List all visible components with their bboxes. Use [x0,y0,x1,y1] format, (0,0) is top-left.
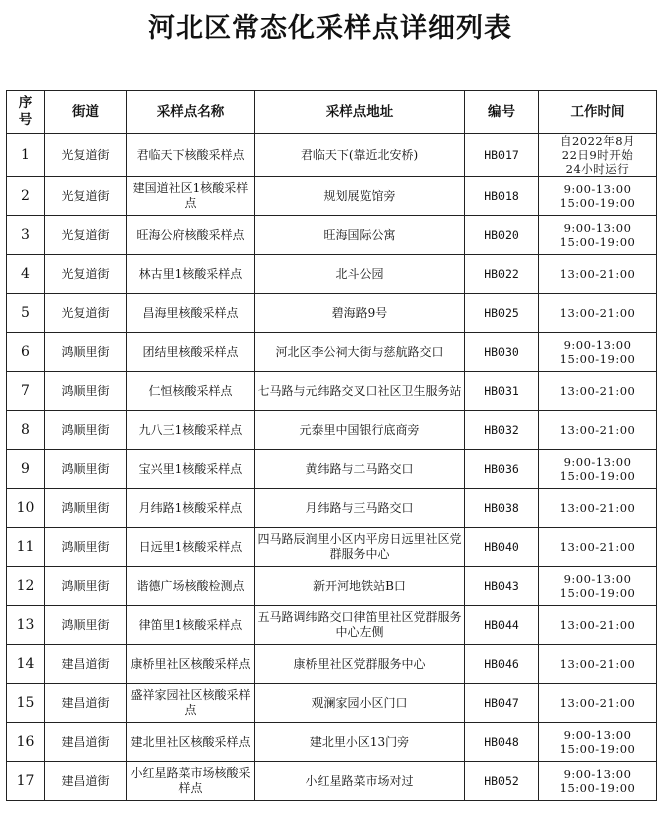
header-hours: 工作时间 [539,91,657,134]
table-row [7,411,657,450]
hours-line: 13:00-21:00 [559,501,636,515]
cell-hours [539,333,657,372]
cell-address: 旺海国际公寓 [255,216,465,255]
cell-hours [539,450,657,489]
table-row [7,450,657,489]
page-title: 河北区常态化采样点详细列表 [148,13,512,44]
cell-code: HB048 [465,723,539,762]
cell-code: HB017 [465,134,539,177]
cell-no: 4 [7,255,45,294]
cell-hours [539,606,657,645]
cell-address: 北斗公园 [255,255,465,294]
cell-address: 月纬路与三马路交口 [255,489,465,528]
hours-line: 13:00-21:00 [559,423,636,437]
cell-street: 鸿顺里街 [45,450,127,489]
cell-hours [539,762,657,801]
table-row [7,684,657,723]
cell-code: HB031 [465,372,539,411]
cell-site-name: 旺海公府核酸采样点 [127,216,255,255]
cell-no: 17 [7,762,45,801]
cell-code: HB043 [465,567,539,606]
cell-street: 光复道街 [45,134,127,177]
hours-line: 13:00-21:00 [559,696,636,710]
hours-line: 15:00-19:00 [559,469,636,483]
cell-site-name: 盛祥家园社区核酸采样点 [127,684,255,723]
cell-no: 5 [7,294,45,333]
table-row [7,372,657,411]
table-row [7,645,657,684]
cell-hours [539,489,657,528]
cell-hours [539,294,657,333]
table-header-row [7,91,657,134]
table-body [7,134,657,801]
cell-site-name: 宝兴里1核酸采样点 [127,450,255,489]
cell-no: 3 [7,216,45,255]
cell-code: HB046 [465,645,539,684]
cell-street: 光复道街 [45,177,127,216]
table-row [7,489,657,528]
cell-address: 河北区李公祠大街与慈航路交口 [255,333,465,372]
header-street: 街道 [45,91,127,134]
hours-line: 9:00-13:00 [563,728,632,742]
header-code: 编号 [465,91,539,134]
cell-hours [539,134,657,177]
cell-code: HB018 [465,177,539,216]
hours-line: 9:00-13:00 [563,221,632,235]
hours-line: 22日9时开始 [561,148,634,162]
cell-street: 鸿顺里街 [45,567,127,606]
hours-line: 13:00-21:00 [559,267,636,281]
hours-line: 15:00-19:00 [559,781,636,795]
cell-hours [539,372,657,411]
cell-no: 15 [7,684,45,723]
header-address: 采样点地址 [255,91,465,134]
hours-line: 13:00-21:00 [559,384,636,398]
table-row [7,255,657,294]
hours-line: 15:00-19:00 [559,196,636,210]
cell-hours [539,255,657,294]
cell-address: 小红星路菜市场对过 [255,762,465,801]
cell-no: 9 [7,450,45,489]
table-row [7,333,657,372]
table-row [7,762,657,801]
hours-line: 9:00-13:00 [563,572,632,586]
cell-street: 建昌道街 [45,762,127,801]
cell-street: 鸿顺里街 [45,606,127,645]
cell-no: 12 [7,567,45,606]
table-row [7,567,657,606]
cell-address: 规划展览馆旁 [255,177,465,216]
cell-code: HB040 [465,528,539,567]
cell-no: 7 [7,372,45,411]
cell-no: 2 [7,177,45,216]
cell-street: 建昌道街 [45,684,127,723]
table-row [7,606,657,645]
cell-street: 光复道街 [45,216,127,255]
cell-address: 君临天下(靠近北安桥) [255,134,465,177]
cell-street: 建昌道街 [45,645,127,684]
cell-code: HB047 [465,684,539,723]
cell-site-name: 小红星路菜市场核酸采样点 [127,762,255,801]
cell-hours [539,723,657,762]
hours-line: 15:00-19:00 [559,586,636,600]
cell-address: 新开河地铁站B口 [255,567,465,606]
cell-street: 鸿顺里街 [45,528,127,567]
cell-street: 光复道街 [45,294,127,333]
cell-hours [539,528,657,567]
cell-site-name: 团结里核酸采样点 [127,333,255,372]
cell-hours [539,645,657,684]
cell-address: 建北里小区13门旁 [255,723,465,762]
hours-line: 13:00-21:00 [559,540,636,554]
cell-no: 10 [7,489,45,528]
hours-line: 9:00-13:00 [563,455,632,469]
cell-site-name: 君临天下核酸采样点 [127,134,255,177]
hours-line: 9:00-13:00 [563,182,632,196]
cell-hours [539,177,657,216]
cell-code: HB030 [465,333,539,372]
cell-address: 元泰里中国银行底商旁 [255,411,465,450]
table-row [7,134,657,177]
cell-hours [539,567,657,606]
cell-site-name: 日远里1核酸采样点 [127,528,255,567]
cell-code: HB025 [465,294,539,333]
hours-line: 自2022年8月 [559,134,636,148]
cell-no: 1 [7,134,45,177]
hours-line: 15:00-19:00 [559,742,636,756]
cell-address: 五马路调纬路交口律笛里社区党群服务中心左侧 [255,606,465,645]
cell-street: 鸿顺里街 [45,333,127,372]
cell-no: 6 [7,333,45,372]
cell-street: 鸿顺里街 [45,372,127,411]
hours-line: 15:00-19:00 [559,352,636,366]
sampling-site-table [6,90,657,801]
cell-street: 鸿顺里街 [45,489,127,528]
hours-line: 13:00-21:00 [559,657,636,671]
cell-no: 8 [7,411,45,450]
cell-hours [539,411,657,450]
cell-no: 16 [7,723,45,762]
cell-site-name: 九八三1核酸采样点 [127,411,255,450]
hours-line: 9:00-13:00 [563,338,632,352]
table-row [7,723,657,762]
cell-code: HB038 [465,489,539,528]
cell-hours [539,216,657,255]
cell-hours [539,684,657,723]
cell-street: 鸿顺里街 [45,411,127,450]
cell-site-name: 林古里1核酸采样点 [127,255,255,294]
cell-code: HB032 [465,411,539,450]
cell-site-name: 谐德广场核酸检测点 [127,567,255,606]
cell-code: HB036 [465,450,539,489]
cell-no: 11 [7,528,45,567]
cell-address: 黄纬路与二马路交口 [255,450,465,489]
cell-address: 康桥里社区党群服务中心 [255,645,465,684]
cell-site-name: 昌海里核酸采样点 [127,294,255,333]
cell-site-name: 律笛里1核酸采样点 [127,606,255,645]
cell-street: 光复道街 [45,255,127,294]
cell-address: 四马路辰润里小区内平房日远里社区党群服务中心 [255,528,465,567]
cell-code: HB022 [465,255,539,294]
cell-code: HB020 [465,216,539,255]
cell-code: HB052 [465,762,539,801]
table-row [7,528,657,567]
table-row [7,216,657,255]
header-no: 序号 [7,91,45,134]
cell-address: 七马路与元纬路交叉口社区卫生服务站 [255,372,465,411]
cell-no: 14 [7,645,45,684]
cell-site-name: 仁恒核酸采样点 [127,372,255,411]
hours-line: 24小时运行 [565,162,630,176]
hours-line: 15:00-19:00 [559,235,636,249]
cell-address: 碧海路9号 [255,294,465,333]
cell-site-name: 康桥里社区核酸采样点 [127,645,255,684]
cell-site-name: 建北里社区核酸采样点 [127,723,255,762]
table-row [7,177,657,216]
hours-line: 9:00-13:00 [563,767,632,781]
hours-line: 13:00-21:00 [559,306,636,320]
header-site-name: 采样点名称 [127,91,255,134]
table-row [7,294,657,333]
cell-street: 建昌道街 [45,723,127,762]
cell-site-name: 月纬路1核酸采样点 [127,489,255,528]
cell-no: 13 [7,606,45,645]
cell-address: 观澜家园小区门口 [255,684,465,723]
cell-code: HB044 [465,606,539,645]
cell-site-name: 建国道社区1核酸采样点 [127,177,255,216]
hours-line: 13:00-21:00 [559,618,636,632]
